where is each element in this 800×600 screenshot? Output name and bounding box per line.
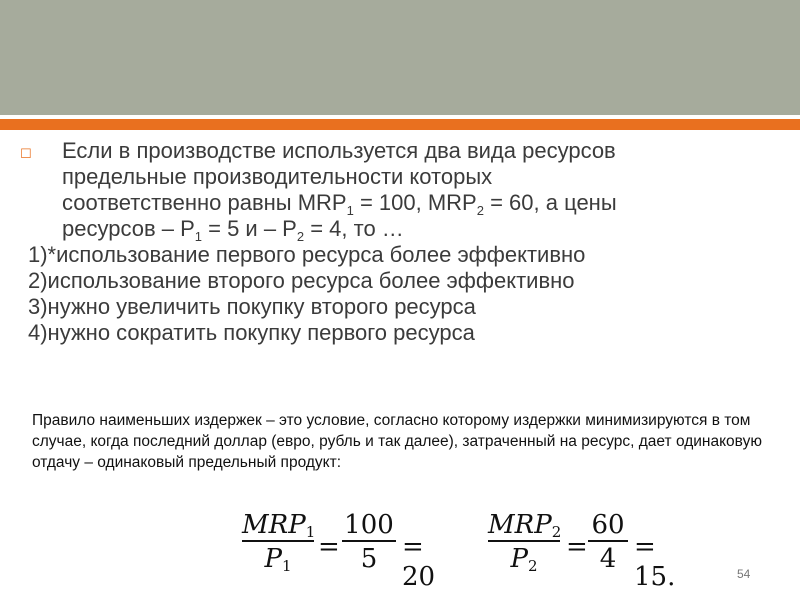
page-number: 54 xyxy=(737,567,751,581)
question-line-2: предельные производительности которых xyxy=(62,164,493,189)
fraction-mrp2-p2: $MRP_2$ $P_2$ xyxy=(488,510,562,575)
square-bullet-icon: ☐ xyxy=(20,146,32,161)
answer-option-1: 1)*использование первого ресурса более эффективно xyxy=(28,242,586,267)
title-band xyxy=(0,0,800,115)
fraction-mrp1-p1: $MRP_1$ $P_1$ xyxy=(242,510,316,575)
least-cost-rule-text: Правило наименьших издержек – это условие, согласно которому издержки минимизируются в том случае, когда последний доллар (евро, рубль и так далее), затраченный на ресурс, дает одинаковую отдачу – одинаковый предельный продукт: xyxy=(32,412,762,471)
question-line-1: Если в производстве используется два вида ресурсов xyxy=(62,138,616,163)
answer-option-3: 3)нужно увеличить покупку второго ресурса xyxy=(28,294,476,319)
divider-orange xyxy=(0,119,800,130)
fraction-100-5: $\frac{100}{5}$ xyxy=(342,510,396,574)
question-line-3: соответственно равны $MRP_1 = 100$, $MRP_2 = 60$, а цены xyxy=(62,190,617,218)
answer-option-2: 2)использование второго ресурса более эффективно xyxy=(28,268,575,293)
fraction-60-4: $\frac{60}{4}$ xyxy=(588,510,628,574)
answer-option-4: 4)нужно сократить покупку первого ресурса xyxy=(28,320,475,345)
question-line-4: ресурсов – $P_1 = 5$ $и - P_2 = 4$, то … xyxy=(62,216,404,244)
